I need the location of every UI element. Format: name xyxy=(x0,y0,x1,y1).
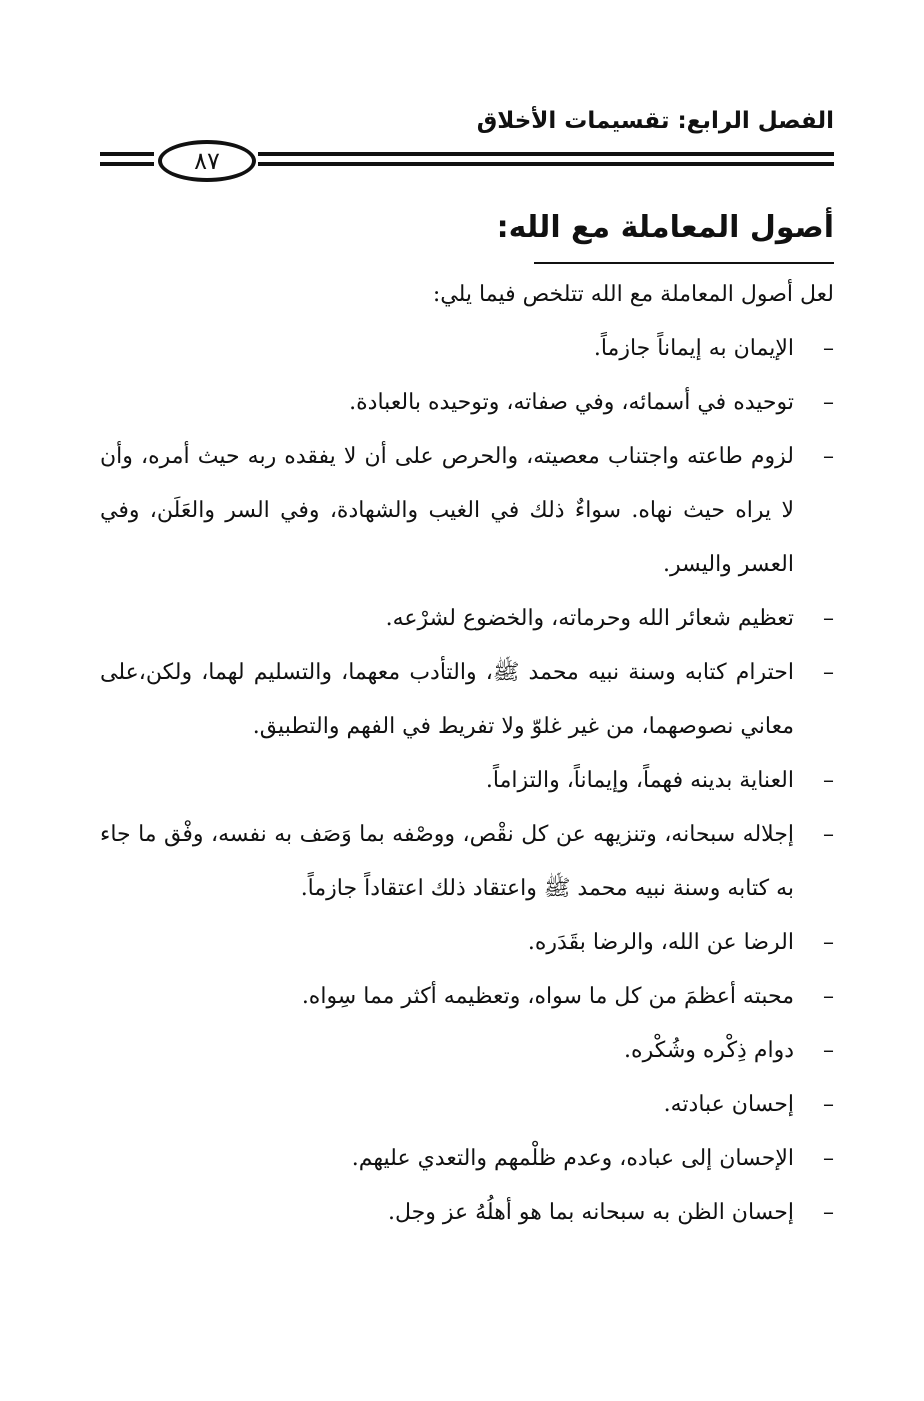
list-item-text: إحسان الظن به سبحانه بما هو أهلُهُ عز وجل. xyxy=(387,1200,794,1225)
list-item-text: إجلاله سبحانه، وتنزيهه عن كل نقْص، ووصْفه بما وَصَف به نفسه، وفْق ما جاء به كتابه وسنة نبيه محمد ﷺ واعتقاد ذلك اعتقاداً جازماً. xyxy=(100,822,794,901)
bullet-dash: – xyxy=(823,606,834,631)
bullet-dash: – xyxy=(823,1200,834,1225)
section-heading-underline xyxy=(534,262,834,264)
list-item xyxy=(100,592,834,646)
list-item-text: الرضا عن الله، والرضا بقَدَره. xyxy=(527,930,794,955)
bullet-dash: – xyxy=(823,930,834,955)
list-item-text: إحسان عبادته. xyxy=(663,1092,794,1117)
principles-list xyxy=(100,322,834,1240)
list-item xyxy=(100,430,834,592)
list-item xyxy=(100,1078,834,1132)
section-heading: أصول المعاملة مع الله: xyxy=(496,210,834,245)
list-item xyxy=(100,1024,834,1078)
list-item-text: احترام كتابه وسنة نبيه محمد ﷺ، والتأدب معهما، والتسليم لهما، ولكن،على معاني نصوصهما، من غير غلوّ ولا تفريط في الفهم والتطبيق. xyxy=(100,660,794,739)
body-text xyxy=(100,268,834,1240)
list-item-text: توحيده في أسمائه، وفي صفاته، وتوحيده بالعبادة. xyxy=(349,390,794,415)
list-item-text: العناية بدينه فهماً، وإيماناً، والتزاماً. xyxy=(485,768,794,793)
page-number: ٨٧ xyxy=(158,140,256,182)
bullet-dash: – xyxy=(823,1038,834,1063)
header-rule-short-bottom xyxy=(100,162,154,166)
list-item-text: الإيمان به إيماناً جازماً. xyxy=(593,336,794,361)
header-rule-long-bottom xyxy=(258,162,834,166)
list-item xyxy=(100,1132,834,1186)
list-item xyxy=(100,754,834,808)
list-item-text: لزوم طاعته واجتناب معصيته، والحرص على أن لا يفقده ربه حيث أمره، وأن لا يراه حيث نهاه. سواءٌ ذلك في الغيب والشهادة، وفي السر والعَلَن، وفي العسر واليسر. xyxy=(100,444,794,577)
bullet-dash: – xyxy=(823,660,834,685)
list-item xyxy=(100,646,834,754)
list-item xyxy=(100,1186,834,1240)
list-item xyxy=(100,808,834,916)
bullet-dash: – xyxy=(823,984,834,1009)
bullet-dash: – xyxy=(823,822,834,847)
bullet-dash: – xyxy=(823,1146,834,1171)
bullet-dash: – xyxy=(823,444,834,469)
header-rule-long-top xyxy=(258,152,834,156)
list-item xyxy=(100,916,834,970)
bullet-dash: – xyxy=(823,768,834,793)
list-item-text: تعظيم شعائر الله وحرماته، والخضوع لشرْعه. xyxy=(385,606,794,631)
running-header-title: الفصل الرابع: تقسيمات الأخلاق xyxy=(476,108,834,134)
bullet-dash: – xyxy=(823,390,834,415)
list-item-text: دوام ذِكْره وشُكْره. xyxy=(624,1038,794,1063)
bullet-dash: – xyxy=(823,336,834,361)
list-item-text: الإحسان إلى عباده، وعدم ظلْمهم والتعدي عليهم. xyxy=(351,1146,794,1171)
header-rule-short-top xyxy=(100,152,154,156)
list-item xyxy=(100,970,834,1024)
bullet-dash: – xyxy=(823,1092,834,1117)
list-item-text: محبته أعظمَ من كل ما سواه، وتعظيمه أكثر مما سِواه. xyxy=(301,984,794,1009)
list-item xyxy=(100,322,834,376)
list-item xyxy=(100,376,834,430)
intro-paragraph: لعل أصول المعاملة مع الله تتلخص فيما يلي: xyxy=(432,282,834,307)
